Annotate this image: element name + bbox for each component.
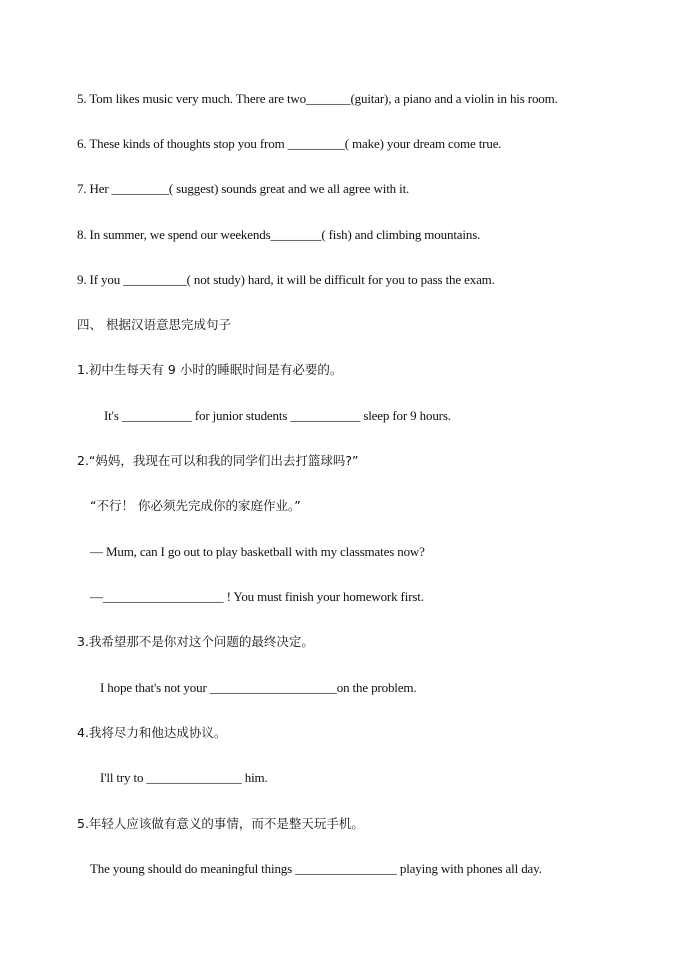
- translation-item-2-english-answer: —___________________ ! You must finish your homework first.: [90, 589, 424, 604]
- translation-item-3-chinese: 3.我希望那不是你对这个问题的最终决定。: [77, 634, 314, 649]
- translation-item-2-english-question: — Mum, can I go out to play basketball with my classmates now?: [90, 544, 425, 559]
- translation-item-5-english: The young should do meaningful things ________________ playing with phones all day.: [90, 861, 542, 876]
- exercise-item-5: 5. Tom likes music very much. There are two_______(guitar), a piano and a violin in his room.: [77, 91, 558, 106]
- exercise-item-7: 7. Her _________( suggest) sounds great and we all agree with it.: [77, 181, 410, 196]
- section-heading: 四、 根据汉语意思完成句子: [77, 317, 231, 332]
- exercise-item-9: 9. If you __________( not study) hard, it will be difficult for you to pass the exam.: [77, 272, 495, 287]
- exercise-item-6: 6. These kinds of thoughts stop you from _________( make) your dream come true.: [77, 136, 502, 151]
- translation-item-1-chinese: 1.初中生每天有 9 小时的睡眠时间是有必要的。: [77, 362, 343, 377]
- translation-item-4-chinese: 4.我将尽力和他达成协议。: [77, 725, 227, 740]
- translation-item-2-chinese-reply: “不行！ 你必须先完成你的家庭作业。”: [90, 498, 301, 513]
- translation-item-4-english: I'll try to _______________ him.: [100, 770, 268, 785]
- translation-item-1-english: It's ___________ for junior students ___________ sleep for 9 hours.: [104, 408, 451, 423]
- translation-item-2-chinese: 2.“妈妈，我现在可以和我的同学们出去打篮球吗?”: [77, 453, 359, 468]
- exercise-item-8: 8. In summer, we spend our weekends________( fish) and climbing mountains.: [77, 227, 481, 242]
- translation-item-5-chinese: 5.年轻人应该做有意义的事情，而不是整天玩手机。: [77, 816, 364, 831]
- translation-item-3-english: I hope that's not your ____________________on the problem.: [100, 680, 417, 695]
